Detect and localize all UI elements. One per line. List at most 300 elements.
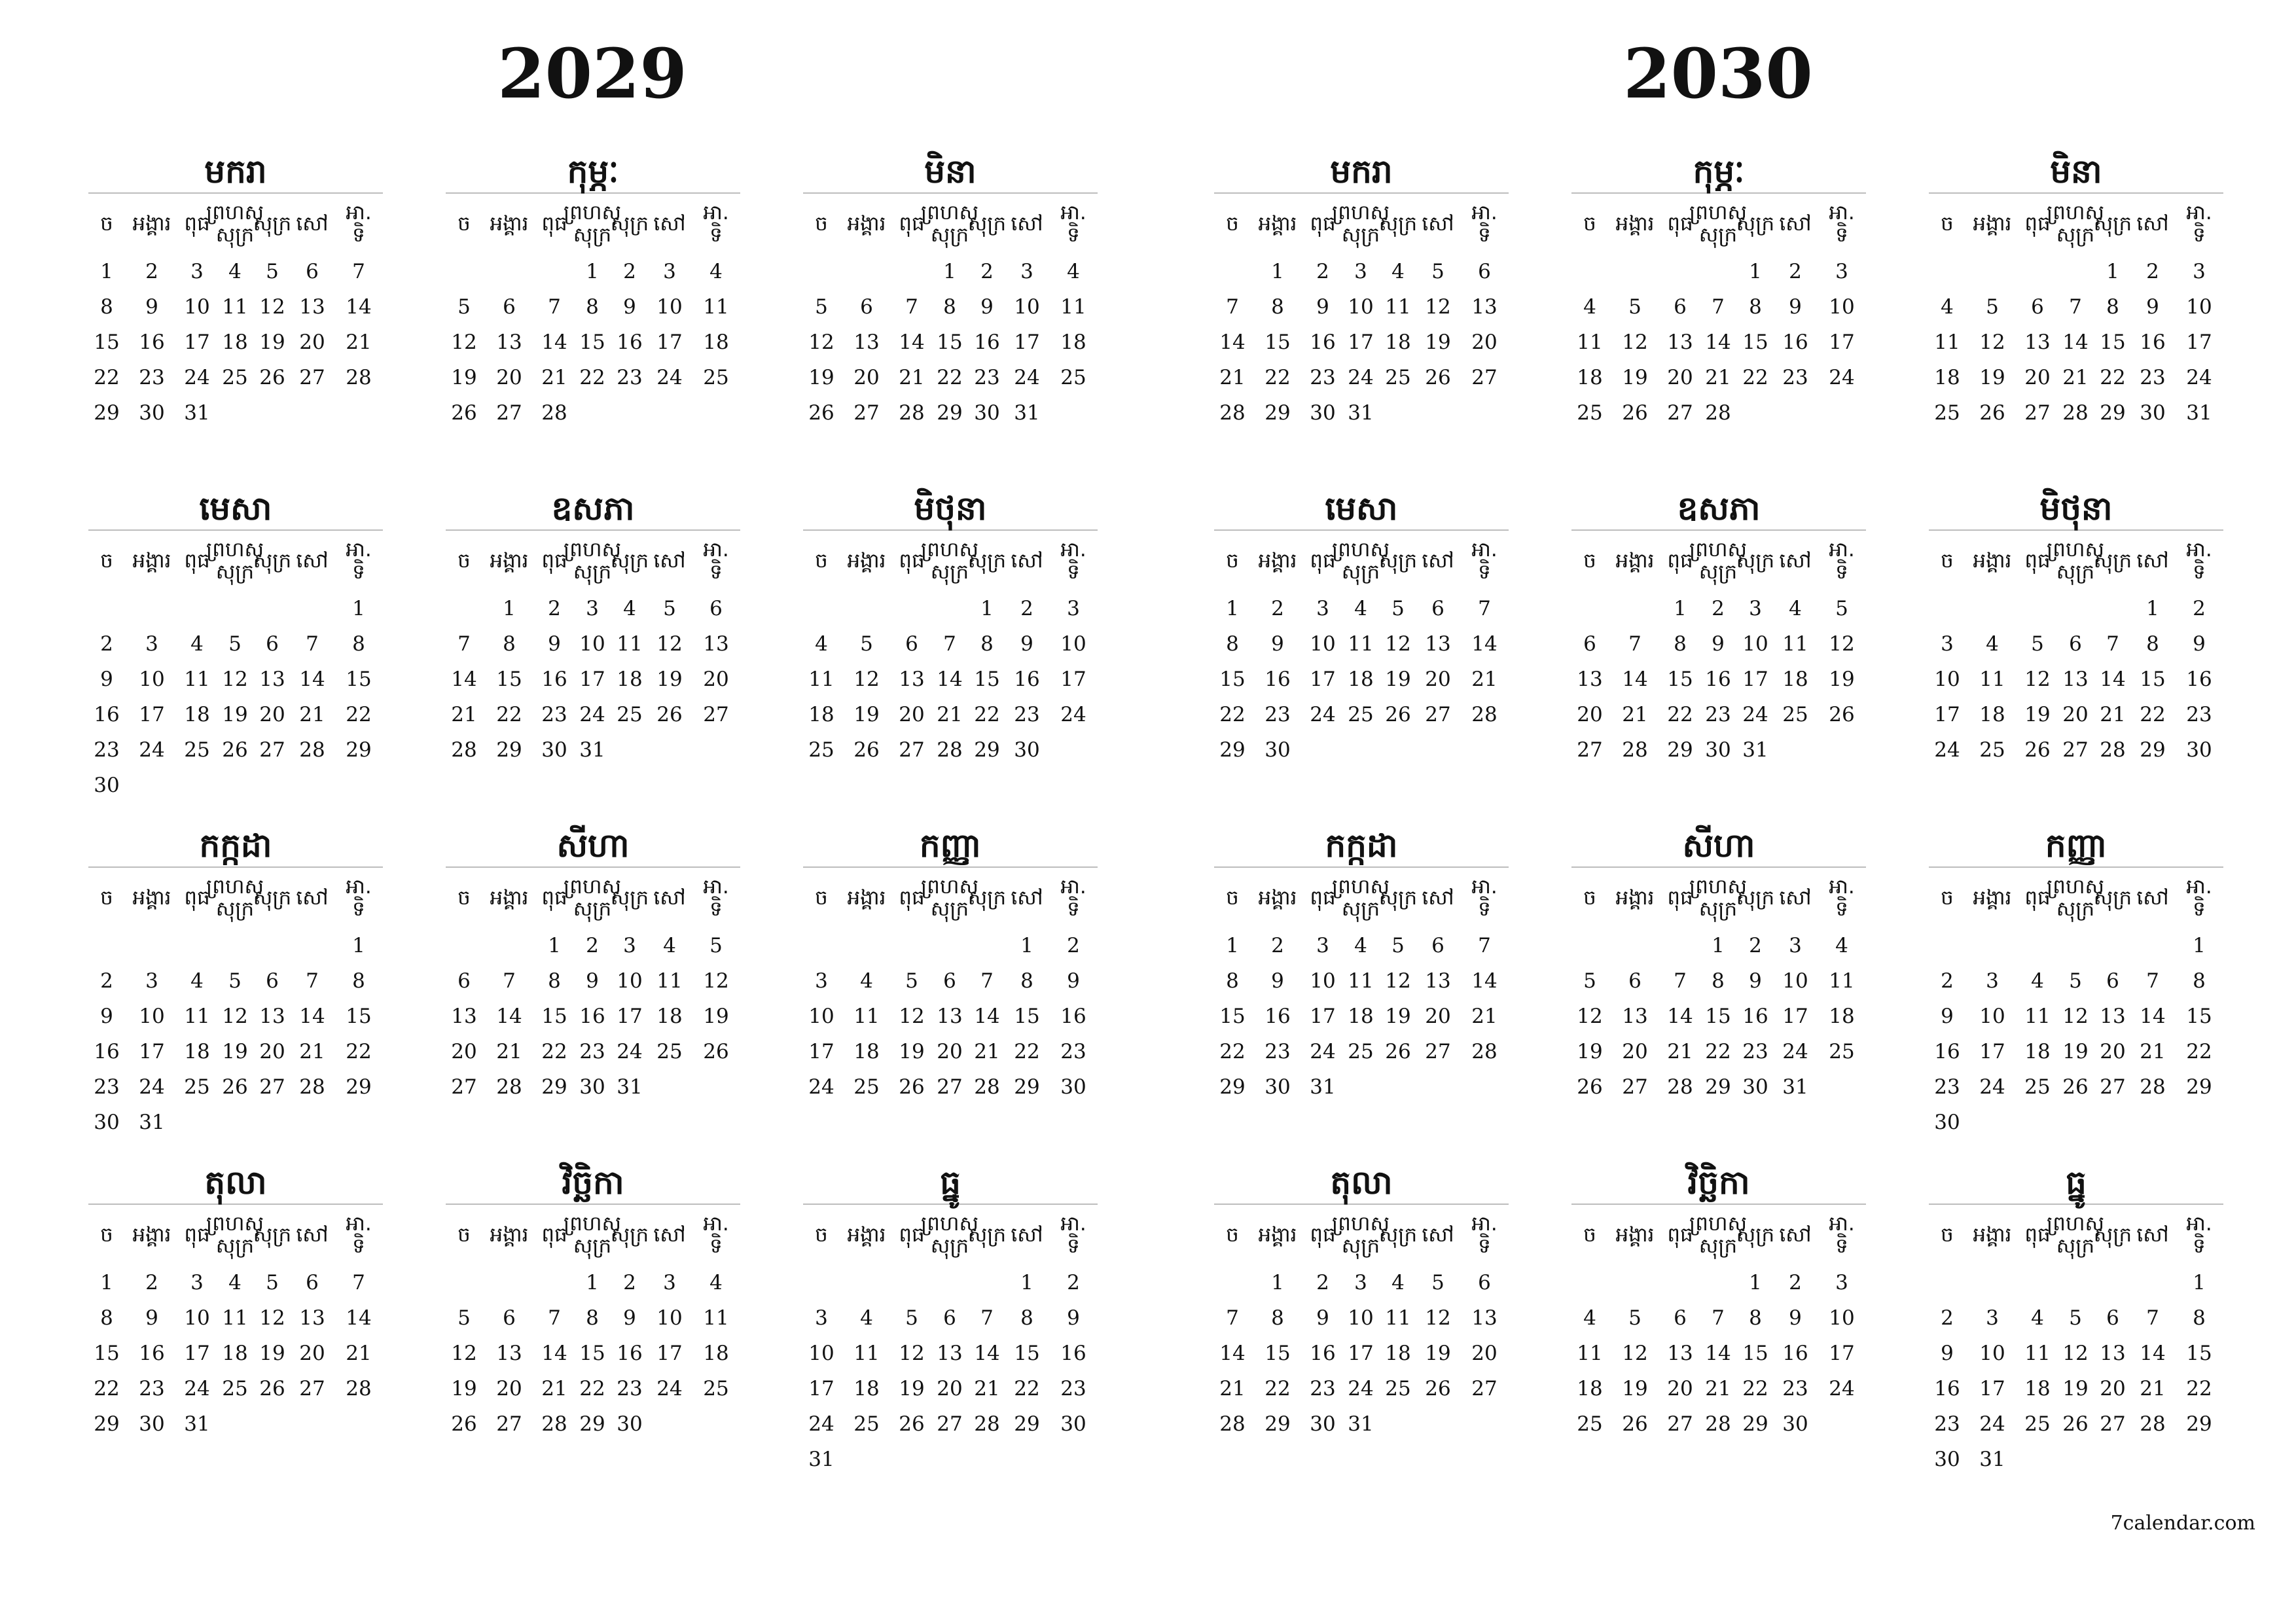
weekday-header: អា. ទិ (703, 538, 729, 584)
day-cell: 2 (980, 260, 994, 283)
day-cell: 21 (496, 1040, 522, 1063)
day-cell: 10 (1782, 969, 1808, 993)
day-cell: 4 (190, 632, 204, 656)
day-cell: 13 (1471, 295, 1498, 319)
weekday-header: សៅ (1011, 1223, 1043, 1247)
day-cell: 3 (1835, 260, 1848, 283)
weekday-header: ច (815, 212, 828, 236)
day-cell: 6 (266, 632, 279, 656)
day-cell: 4 (190, 969, 204, 993)
day-cell: 8 (1712, 969, 1725, 993)
day-cell: 4 (709, 1271, 723, 1294)
day-cell: 30 (94, 774, 120, 797)
weekday-header: សុក្រ (253, 549, 292, 573)
day-cell: 11 (617, 632, 643, 656)
weekday-header: ពុធ (184, 1223, 210, 1247)
day-cell: 1 (1674, 597, 1687, 620)
day-cell: 30 (1014, 738, 1040, 762)
day-cell: 12 (1425, 295, 1451, 319)
weekday-header: ច (1583, 886, 1596, 910)
day-cell: 5 (905, 969, 918, 993)
day-grid (446, 254, 740, 431)
week-row (88, 963, 383, 999)
weekday-header: ព្រហស្ សុក្រ (1689, 875, 1747, 921)
day-cell: 16 (1705, 668, 1731, 691)
day-cell: 6 (1583, 632, 1596, 656)
day-cell: 29 (2140, 738, 2166, 762)
week-row (446, 325, 740, 360)
day-cell: 21 (974, 1377, 1000, 1400)
day-cell: 28 (1622, 738, 1648, 762)
day-cell: 24 (1348, 366, 1374, 389)
weekday-header: អង្គារ (1258, 549, 1297, 573)
week-row (1571, 928, 1866, 963)
week-row (88, 626, 383, 662)
weekday-header: ព្រហស្ សុក្រ (206, 538, 264, 584)
day-cell: 31 (1348, 1412, 1374, 1436)
day-cell: 19 (222, 703, 248, 726)
week-row (1929, 1336, 2223, 1371)
day-cell: 29 (1742, 1412, 1768, 1436)
day-cell: 22 (1742, 366, 1768, 389)
day-cell: 15 (1667, 668, 1693, 691)
day-cell: 5 (1835, 597, 1848, 620)
day-cell: 20 (1667, 366, 1693, 389)
day-cell: 6 (457, 969, 471, 993)
day-cell: 12 (1385, 632, 1411, 656)
day-cell: 7 (980, 969, 994, 993)
weekday-header: ពុធ (541, 1223, 567, 1247)
day-cell: 28 (299, 738, 325, 762)
day-cell: 16 (139, 330, 165, 354)
day-cell: 27 (1471, 366, 1498, 389)
day-cell: 22 (1219, 703, 1246, 726)
day-cell: 28 (1471, 1040, 1498, 1063)
weekday-header: សុក្រ (1378, 886, 1418, 910)
day-cell: 6 (905, 632, 918, 656)
day-cell: 7 (943, 632, 956, 656)
day-cell: 27 (1622, 1075, 1648, 1099)
month-title: កុម្ភៈ (446, 137, 740, 194)
weekday-header-row (803, 194, 1098, 254)
day-cell: 6 (1431, 934, 1444, 957)
day-cell: 21 (1219, 366, 1246, 389)
day-cell: 20 (451, 1040, 477, 1063)
day-cell: 6 (2106, 1306, 2119, 1330)
day-cell: 30 (139, 401, 165, 425)
day-cell: 3 (2193, 260, 2206, 283)
day-cell: 23 (1265, 1040, 1291, 1063)
day-cell: 3 (815, 969, 828, 993)
day-cell: 5 (860, 632, 873, 656)
weekday-header: សុក្រ (610, 549, 649, 573)
week-row (88, 360, 383, 395)
week-row (1571, 395, 1866, 431)
day-cell: 27 (937, 1412, 963, 1436)
day-grid (1214, 1265, 1509, 1442)
site-credit: 7calendar.com (2110, 1512, 2255, 1535)
week-row (446, 1406, 740, 1442)
weekday-header: អង្គារ (132, 1223, 171, 1247)
day-cell: 12 (222, 1005, 248, 1028)
week-row (1571, 626, 1866, 662)
day-cell: 10 (1934, 668, 1960, 691)
day-cell: 10 (1742, 632, 1768, 656)
day-cell: 12 (2062, 1342, 2089, 1365)
weekday-header: សុក្រ (1736, 212, 1775, 236)
day-cell: 22 (974, 703, 1000, 726)
day-cell: 29 (1014, 1075, 1040, 1099)
day-cell: 3 (1354, 260, 1367, 283)
day-cell: 17 (1829, 330, 1855, 354)
week-row (803, 1069, 1098, 1105)
day-cell: 29 (1219, 1075, 1246, 1099)
day-cell: 18 (1782, 668, 1808, 691)
day-cell: 17 (808, 1040, 834, 1063)
day-cell: 20 (899, 703, 925, 726)
day-cell: 7 (352, 1271, 365, 1294)
day-cell: 25 (1934, 401, 1960, 425)
month-title: មេសា (1214, 474, 1509, 531)
week-row (803, 626, 1098, 662)
day-cell: 14 (1471, 969, 1498, 993)
day-cell: 20 (2100, 1040, 2126, 1063)
weekday-header-row (1214, 194, 1509, 254)
day-cell: 29 (346, 738, 372, 762)
day-cell: 13 (937, 1005, 963, 1028)
month-title: កុម្ភៈ (1571, 137, 1866, 194)
day-cell: 3 (1067, 597, 1080, 620)
day-cell: 20 (2062, 703, 2089, 726)
day-cell: 19 (1979, 366, 2005, 389)
weekday-header: ព្រហស្ សុក្រ (564, 875, 621, 921)
month-2029-5 (446, 474, 740, 768)
weekday-header: អា. ទិ (1471, 201, 1498, 247)
day-cell: 22 (541, 1040, 567, 1063)
day-cell: 22 (2140, 703, 2166, 726)
day-grid (1214, 591, 1509, 768)
day-cell: 27 (1471, 1377, 1498, 1400)
day-cell: 12 (656, 632, 683, 656)
weekday-header: សៅ (653, 549, 686, 573)
weekday-header-row (1571, 1205, 1866, 1265)
day-cell: 13 (1471, 1306, 1498, 1330)
weekday-header: ច (815, 549, 828, 573)
day-cell: 2 (1789, 260, 1802, 283)
week-row (1214, 254, 1509, 289)
day-cell: 26 (1425, 1377, 1451, 1400)
month-2030-6 (1929, 474, 2223, 768)
day-cell: 16 (1310, 1342, 1336, 1365)
week-row (1571, 254, 1866, 289)
week-row (446, 1034, 740, 1069)
day-cell: 2 (548, 597, 561, 620)
day-cell: 18 (1348, 1005, 1374, 1028)
week-row (803, 1265, 1098, 1300)
week-row (1571, 1336, 1866, 1371)
week-row (1929, 325, 2223, 360)
day-cell: 5 (1431, 1271, 1444, 1294)
day-cell: 27 (259, 1075, 285, 1099)
weekday-header: ច (100, 886, 113, 910)
day-cell: 25 (1060, 366, 1086, 389)
weekday-header: សៅ (1422, 212, 1454, 236)
week-row (446, 963, 740, 999)
day-cell: 9 (145, 1306, 158, 1330)
weekday-header: អា. ទិ (1060, 875, 1086, 921)
day-cell: 30 (541, 738, 567, 762)
weekday-header: សៅ (296, 1223, 329, 1247)
day-cell: 15 (94, 1342, 120, 1365)
day-cell: 19 (451, 1377, 477, 1400)
day-cell: 7 (905, 295, 918, 319)
day-cell: 22 (1265, 1377, 1291, 1400)
day-cell: 27 (1577, 738, 1603, 762)
day-cell: 30 (579, 1075, 605, 1099)
day-cell: 11 (1385, 295, 1411, 319)
day-cell: 27 (259, 738, 285, 762)
day-cell: 18 (1577, 366, 1603, 389)
day-cell: 19 (1425, 1342, 1451, 1365)
weekday-header: អង្គារ (1615, 549, 1655, 573)
day-cell: 22 (1219, 1040, 1246, 1063)
day-cell: 26 (1385, 1040, 1411, 1063)
week-row (1929, 928, 2223, 963)
day-cell: 30 (1310, 401, 1336, 425)
week-row (1929, 1406, 2223, 1442)
weekday-header: ព្រហស្ សុក្រ (1332, 538, 1390, 584)
day-cell: 29 (2100, 401, 2126, 425)
day-cell: 25 (703, 366, 729, 389)
day-cell: 28 (1705, 401, 1731, 425)
day-cell: 16 (617, 1342, 643, 1365)
weekday-header: សុក្រ (610, 886, 649, 910)
day-cell: 30 (1310, 1412, 1336, 1436)
day-cell: 23 (1060, 1377, 1086, 1400)
day-cell: 10 (808, 1005, 834, 1028)
weekday-header: អង្គារ (1973, 886, 2012, 910)
weekday-header: សុក្រ (1736, 549, 1775, 573)
day-cell: 18 (1979, 703, 2005, 726)
month-2029-11 (446, 1149, 740, 1442)
day-cell: 11 (1577, 330, 1603, 354)
day-cell: 1 (1712, 934, 1725, 957)
month-title: ឧសភា (1571, 474, 1866, 531)
month-2029-6 (803, 474, 1098, 768)
day-cell: 25 (1385, 1377, 1411, 1400)
day-cell: 16 (1265, 1005, 1291, 1028)
weekday-header-row (803, 868, 1098, 928)
day-cell: 15 (1014, 1005, 1040, 1028)
day-cell: 30 (1934, 1448, 1960, 1471)
day-cell: 20 (937, 1040, 963, 1063)
day-cell: 22 (1742, 1377, 1768, 1400)
day-cell: 21 (974, 1040, 1000, 1063)
day-cell: 19 (222, 1040, 248, 1063)
day-cell: 27 (1425, 1040, 1451, 1063)
day-cell: 1 (980, 597, 994, 620)
day-cell: 10 (1829, 1306, 1855, 1330)
day-cell: 18 (2024, 1377, 2051, 1400)
day-cell: 13 (1425, 969, 1451, 993)
day-cell: 22 (346, 1040, 372, 1063)
day-cell: 3 (623, 934, 636, 957)
day-cell: 5 (1431, 260, 1444, 283)
week-row (1929, 626, 2223, 662)
weekday-header: ព្រហស្ សុក្រ (1332, 1212, 1390, 1258)
day-cell: 16 (1934, 1040, 1960, 1063)
day-cell: 28 (346, 366, 372, 389)
day-cell: 12 (899, 1342, 925, 1365)
day-cell: 16 (579, 1005, 605, 1028)
day-grid (1571, 591, 1866, 768)
day-cell: 1 (1020, 934, 1033, 957)
day-cell: 16 (1060, 1005, 1086, 1028)
weekday-header: ពុធ (2024, 549, 2051, 573)
weekday-header: ពុធ (2024, 212, 2051, 236)
day-cell: 27 (2100, 1075, 2126, 1099)
day-cell: 4 (1354, 597, 1367, 620)
weekday-header: អង្គារ (490, 549, 529, 573)
day-cell: 21 (2140, 1040, 2166, 1063)
day-cell: 13 (259, 668, 285, 691)
day-cell: 1 (586, 1271, 599, 1294)
week-row (88, 254, 383, 289)
day-cell: 28 (974, 1412, 1000, 1436)
weekday-header: អា. ទិ (346, 1212, 372, 1258)
day-cell: 16 (1265, 668, 1291, 691)
weekday-header: ព្រហស្ សុក្រ (206, 201, 264, 247)
week-row (803, 1406, 1098, 1442)
day-cell: 29 (579, 1412, 605, 1436)
month-2030-5 (1571, 474, 1866, 768)
month-title: វិច្ឆិកា (1571, 1149, 1866, 1205)
day-cell: 10 (139, 1005, 165, 1028)
week-row (446, 1069, 740, 1105)
day-cell: 1 (2193, 1271, 2206, 1294)
day-cell: 6 (306, 260, 319, 283)
week-row (1929, 591, 2223, 626)
day-cell: 19 (1385, 668, 1411, 691)
week-row (446, 1300, 740, 1336)
day-cell: 22 (496, 703, 522, 726)
day-cell: 20 (1622, 1040, 1648, 1063)
day-cell: 26 (222, 738, 248, 762)
weekday-header: សុក្រ (967, 549, 1007, 573)
day-cell: 1 (100, 260, 113, 283)
day-grid (803, 928, 1098, 1105)
day-cell: 23 (1934, 1412, 1960, 1436)
day-cell: 14 (541, 330, 567, 354)
day-cell: 25 (853, 1412, 880, 1436)
month-2029-10 (88, 1149, 383, 1442)
week-row (1929, 697, 2223, 732)
week-row (1214, 360, 1509, 395)
weekday-header: ពុធ (541, 886, 567, 910)
day-cell: 18 (1385, 1342, 1411, 1365)
day-cell: 8 (943, 295, 956, 319)
weekday-header: អា. ទិ (1471, 1212, 1498, 1258)
day-cell: 17 (1742, 668, 1768, 691)
day-cell: 31 (1742, 738, 1768, 762)
day-cell: 23 (94, 738, 120, 762)
day-cell: 31 (1348, 401, 1374, 425)
day-cell: 6 (503, 295, 516, 319)
weekday-header-row (1214, 1205, 1509, 1265)
month-2029-7 (88, 812, 383, 1140)
weekday-header: ច (1226, 212, 1239, 236)
weekday-header: ពុធ (899, 886, 925, 910)
day-cell: 4 (228, 260, 242, 283)
day-cell: 8 (100, 295, 113, 319)
weekday-header: ច (457, 212, 471, 236)
month-2029-8 (446, 812, 740, 1105)
day-cell: 15 (1014, 1342, 1040, 1365)
weekday-header: អា. ទិ (1829, 1212, 1855, 1258)
day-cell: 24 (1979, 1075, 2005, 1099)
day-cell: 16 (1782, 330, 1808, 354)
day-cell: 4 (1789, 597, 1802, 620)
weekday-header: សៅ (1011, 549, 1043, 573)
weekday-header-row (1571, 531, 1866, 591)
day-cell: 21 (1667, 1040, 1693, 1063)
day-cell: 5 (1986, 295, 1999, 319)
day-cell: 29 (1014, 1412, 1040, 1436)
day-cell: 23 (1782, 366, 1808, 389)
day-cell: 20 (1667, 1377, 1693, 1400)
day-cell: 13 (299, 1306, 325, 1330)
weekday-header: អង្គារ (1615, 212, 1655, 236)
day-cell: 3 (1020, 260, 1033, 283)
month-title: តុលា (1214, 1149, 1509, 1205)
day-cell: 17 (656, 1342, 683, 1365)
day-cell: 17 (1979, 1040, 2005, 1063)
day-cell: 21 (346, 1342, 372, 1365)
day-cell: 9 (100, 1005, 113, 1028)
day-cell: 29 (937, 401, 963, 425)
day-cell: 21 (1219, 1377, 1246, 1400)
week-row (803, 928, 1098, 963)
day-cell: 15 (346, 668, 372, 691)
day-cell: 2 (2146, 260, 2159, 283)
day-cell: 3 (586, 597, 599, 620)
day-cell: 29 (94, 1412, 120, 1436)
day-cell: 12 (1577, 1005, 1603, 1028)
weekday-header: ច (1941, 1223, 1954, 1247)
day-cell: 23 (579, 1040, 605, 1063)
weekday-header: ព្រហស្ សុក្រ (1332, 875, 1390, 921)
day-cell: 7 (352, 260, 365, 283)
day-cell: 1 (2146, 597, 2159, 620)
day-cell: 8 (1020, 1306, 1033, 1330)
day-cell: 7 (2146, 969, 2159, 993)
day-cell: 10 (617, 969, 643, 993)
week-row (88, 928, 383, 963)
day-cell: 11 (1348, 632, 1374, 656)
day-cell: 31 (1979, 1448, 2005, 1471)
day-cell: 28 (1705, 1412, 1731, 1436)
weekday-header-row (88, 531, 383, 591)
day-cell: 19 (451, 366, 477, 389)
day-cell: 16 (1310, 330, 1336, 354)
day-cell: 11 (1060, 295, 1086, 319)
month-title: វិច្ឆិកា (446, 1149, 740, 1205)
month-title: សីហា (1571, 812, 1866, 868)
weekday-header: សុក្រ (967, 886, 1007, 910)
day-cell: 9 (1712, 632, 1725, 656)
month-title: កក្កដា (88, 812, 383, 868)
day-cell: 5 (1391, 597, 1405, 620)
